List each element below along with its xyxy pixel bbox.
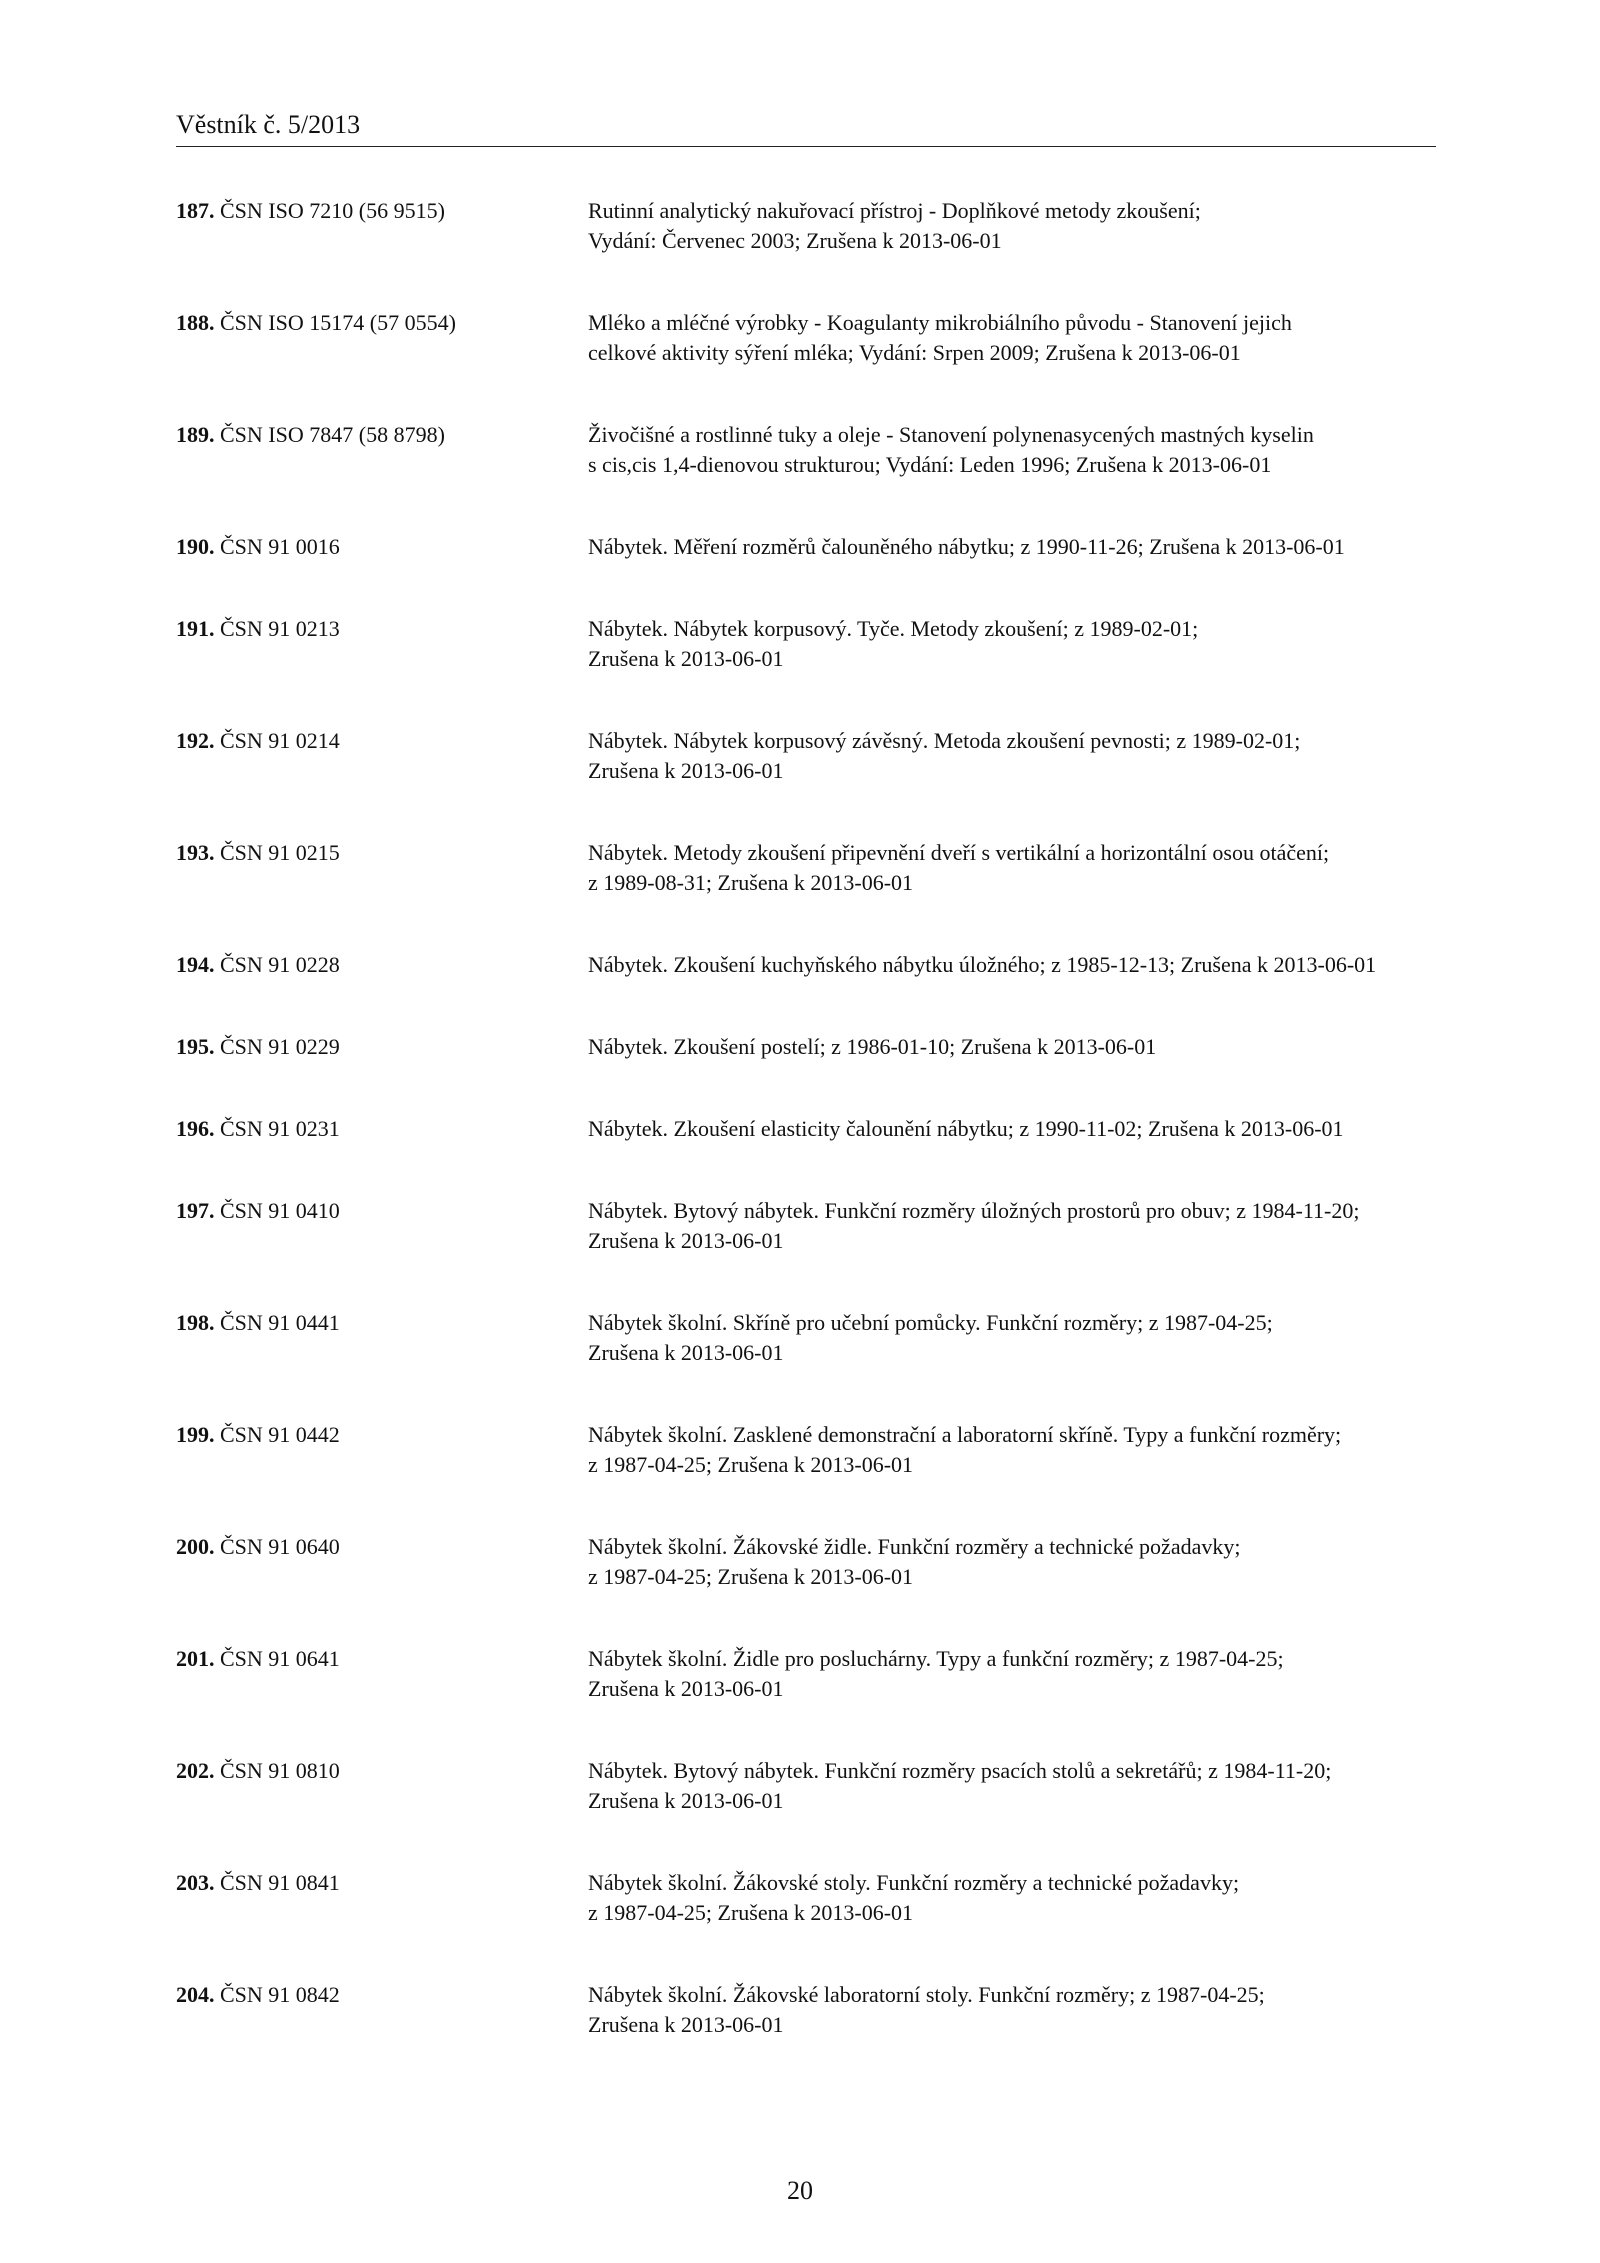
list-item: [176, 1980, 1436, 2040]
entry-description-line: z 1987-04-25; Zrušena k 2013-06-01: [588, 1900, 914, 1925]
entry-description: [586, 1308, 1436, 1368]
entry-description-line: Nábytek školní. Skříně pro učební pomůcky. Funkční rozměry; z 1987-04-25;: [588, 1310, 1273, 1335]
entry-standard: ČSN 91 0841: [220, 1870, 340, 1895]
entry-identifier: [176, 1114, 586, 1144]
entry-description-line: Nábytek. Nábytek korpusový závěsný. Metoda zkoušení pevnosti; z 1989-02-01;: [588, 728, 1301, 753]
entry-description: [586, 1980, 1436, 2040]
entry-description-line: Živočišné a rostlinné tuky a oleje - Stanovení polynenasycených mastných kyselin: [588, 422, 1314, 447]
entry-standard: ČSN 91 0016: [220, 534, 340, 559]
entry-description-line: Zrušena k 2013-06-01: [588, 1228, 784, 1253]
entry-number: 204.: [176, 1982, 215, 2007]
entry-description: [586, 614, 1436, 674]
header-rule: [176, 146, 1436, 147]
list-item: [176, 308, 1436, 368]
entry-number: 193.: [176, 840, 215, 865]
entry-description-line: Zrušena k 2013-06-01: [588, 1676, 784, 1701]
entry-standard: ČSN 91 0641: [220, 1646, 340, 1671]
entry-standard: ČSN 91 0410: [220, 1198, 340, 1223]
list-item: [176, 950, 1436, 980]
entry-description-line: Nábytek. Zkoušení postelí; z 1986-01-10; Zrušena k 2013-06-01: [588, 1034, 1157, 1059]
entry-number: 192.: [176, 728, 215, 753]
list-item: [176, 1532, 1436, 1592]
entry-description-line: Zrušena k 2013-06-01: [588, 1788, 784, 1813]
standards-list: [176, 196, 1436, 2092]
entry-standard: ČSN 91 0214: [220, 728, 340, 753]
entry-description-line: Nábytek školní. Zasklené demonstrační a laboratorní skříně. Typy a funkční rozměry;: [588, 1422, 1342, 1447]
list-item: [176, 1420, 1436, 1480]
entry-standard: ČSN 91 0442: [220, 1422, 340, 1447]
list-item: [176, 1114, 1436, 1144]
list-item: [176, 726, 1436, 786]
list-item: [176, 532, 1436, 562]
entry-identifier: [176, 838, 586, 898]
list-item: [176, 196, 1436, 256]
entry-standard: ČSN 91 0842: [220, 1982, 340, 2007]
entry-description: [586, 838, 1436, 898]
entry-number: 195.: [176, 1034, 215, 1059]
entry-description-line: Mléko a mléčné výrobky - Koagulanty mikrobiálního původu - Stanovení jejich: [588, 310, 1292, 335]
entry-description: [586, 1032, 1436, 1062]
entry-description-line: z 1987-04-25; Zrušena k 2013-06-01: [588, 1452, 914, 1477]
entry-number: 203.: [176, 1870, 215, 1895]
entry-description: [586, 1196, 1436, 1256]
entry-identifier: [176, 1980, 586, 2040]
entry-description: [586, 1756, 1436, 1816]
entry-identifier: [176, 1868, 586, 1928]
entry-standard: ČSN 91 0228: [220, 952, 340, 977]
entry-description-line: Nábytek. Měření rozměrů čalouněného nábytku; z 1990-11-26; Zrušena k 2013-06-01: [588, 534, 1345, 559]
list-item: [176, 1308, 1436, 1368]
entry-identifier: [176, 532, 586, 562]
entry-identifier: [176, 1756, 586, 1816]
entry-description-line: Nábytek. Bytový nábytek. Funkční rozměry úložných prostorů pro obuv; z 1984-11-20;: [588, 1198, 1360, 1223]
entry-number: 198.: [176, 1310, 215, 1335]
entry-standard: ČSN 91 0229: [220, 1034, 340, 1059]
entry-identifier: [176, 726, 586, 786]
entry-standard: ČSN 91 0810: [220, 1758, 340, 1783]
entry-number: 200.: [176, 1534, 215, 1559]
entry-description-line: Zrušena k 2013-06-01: [588, 1340, 784, 1365]
entry-description-line: Zrušena k 2013-06-01: [588, 2012, 784, 2037]
entry-description-line: z 1987-04-25; Zrušena k 2013-06-01: [588, 1564, 914, 1589]
list-item: [176, 1756, 1436, 1816]
entry-standard: ČSN ISO 15174 (57 0554): [220, 310, 456, 335]
list-item: [176, 1868, 1436, 1928]
entry-standard: ČSN 91 0213: [220, 616, 340, 641]
entry-number: 189.: [176, 422, 215, 447]
entry-description-line: Nábytek. Zkoušení elasticity čalounění nábytku; z 1990-11-02; Zrušena k 2013-06-01: [588, 1116, 1344, 1141]
entry-description-line: Zrušena k 2013-06-01: [588, 646, 784, 671]
entry-identifier: [176, 1196, 586, 1256]
entry-description: [586, 1868, 1436, 1928]
entry-description-line: Zrušena k 2013-06-01: [588, 758, 784, 783]
entry-standard: ČSN ISO 7210 (56 9515): [220, 198, 445, 223]
page-number: 20: [787, 2176, 813, 2205]
entry-description: [586, 1420, 1436, 1480]
entry-description-line: Nábytek. Metody zkoušení připevnění dveří s vertikální a horizontální osou otáčení;: [588, 840, 1330, 865]
entry-identifier: [176, 196, 586, 256]
entry-identifier: [176, 1420, 586, 1480]
entry-description-line: Nábytek školní. Žákovské stoly. Funkční rozměry a technické požadavky;: [588, 1870, 1240, 1895]
entry-description: [586, 1644, 1436, 1704]
entry-identifier: [176, 1532, 586, 1592]
entry-number: 202.: [176, 1758, 215, 1783]
entry-number: 191.: [176, 616, 215, 641]
entry-description: [586, 532, 1436, 562]
entry-description-line: z 1989-08-31; Zrušena k 2013-06-01: [588, 870, 914, 895]
entry-standard: ČSN 91 0640: [220, 1534, 340, 1559]
entry-number: 188.: [176, 310, 215, 335]
list-item: [176, 838, 1436, 898]
entry-description-line: Nábytek. Bytový nábytek. Funkční rozměry psacích stolů a sekretářů; z 1984-11-20;: [588, 1758, 1332, 1783]
entry-description-line: Nábytek. Zkoušení kuchyňského nábytku úložného; z 1985-12-13; Zrušena k 2013-06-01: [588, 952, 1377, 977]
entry-number: 194.: [176, 952, 215, 977]
entry-description-line: Rutinní analytický nakuřovací přístroj - Doplňkové metody zkoušení;: [588, 198, 1201, 223]
entry-description: [586, 950, 1436, 980]
entry-number: 190.: [176, 534, 215, 559]
entry-description: [586, 1114, 1436, 1144]
entry-identifier: [176, 1308, 586, 1368]
list-item: [176, 1032, 1436, 1062]
list-item: [176, 1196, 1436, 1256]
entry-identifier: [176, 1644, 586, 1704]
entry-description: [586, 196, 1436, 256]
entry-identifier: [176, 420, 586, 480]
entry-number: 196.: [176, 1116, 215, 1141]
entry-description: [586, 726, 1436, 786]
entry-identifier: [176, 614, 586, 674]
entry-identifier: [176, 1032, 586, 1062]
entry-description: [586, 308, 1436, 368]
entry-description: [586, 420, 1436, 480]
entry-standard: ČSN ISO 7847 (58 8798): [220, 422, 445, 447]
list-item: [176, 1644, 1436, 1704]
entry-description-line: celkové aktivity sýření mléka; Vydání: Srpen 2009; Zrušena k 2013-06-01: [588, 340, 1241, 365]
entry-standard: ČSN 91 0231: [220, 1116, 340, 1141]
entry-description-line: Nábytek školní. Žákovské laboratorní stoly. Funkční rozměry; z 1987-04-25;: [588, 1982, 1265, 2007]
entry-identifier: [176, 308, 586, 368]
entry-number: 187.: [176, 198, 215, 223]
entry-description-line: Nábytek. Nábytek korpusový. Tyče. Metody zkoušení; z 1989-02-01;: [588, 616, 1199, 641]
page-header: Věstník č. 5/2013: [176, 110, 361, 139]
entry-standard: ČSN 91 0441: [220, 1310, 340, 1335]
entry-number: 201.: [176, 1646, 215, 1671]
entry-number: 197.: [176, 1198, 215, 1223]
list-item: [176, 614, 1436, 674]
list-item: [176, 420, 1436, 480]
entry-description-line: Vydání: Červenec 2003; Zrušena k 2013-06-01: [588, 228, 1002, 253]
entry-description-line: Nábytek školní. Židle pro posluchárny. Typy a funkční rozměry; z 1987-04-25;: [588, 1646, 1284, 1671]
entry-description: [586, 1532, 1436, 1592]
entry-description-line: s cis,cis 1,4-dienovou strukturou; Vydání: Leden 1996; Zrušena k 2013-06-01: [588, 452, 1272, 477]
entry-standard: ČSN 91 0215: [220, 840, 340, 865]
entry-number: 199.: [176, 1422, 215, 1447]
entry-description-line: Nábytek školní. Žákovské židle. Funkční rozměry a technické požadavky;: [588, 1534, 1241, 1559]
entry-identifier: [176, 950, 586, 980]
